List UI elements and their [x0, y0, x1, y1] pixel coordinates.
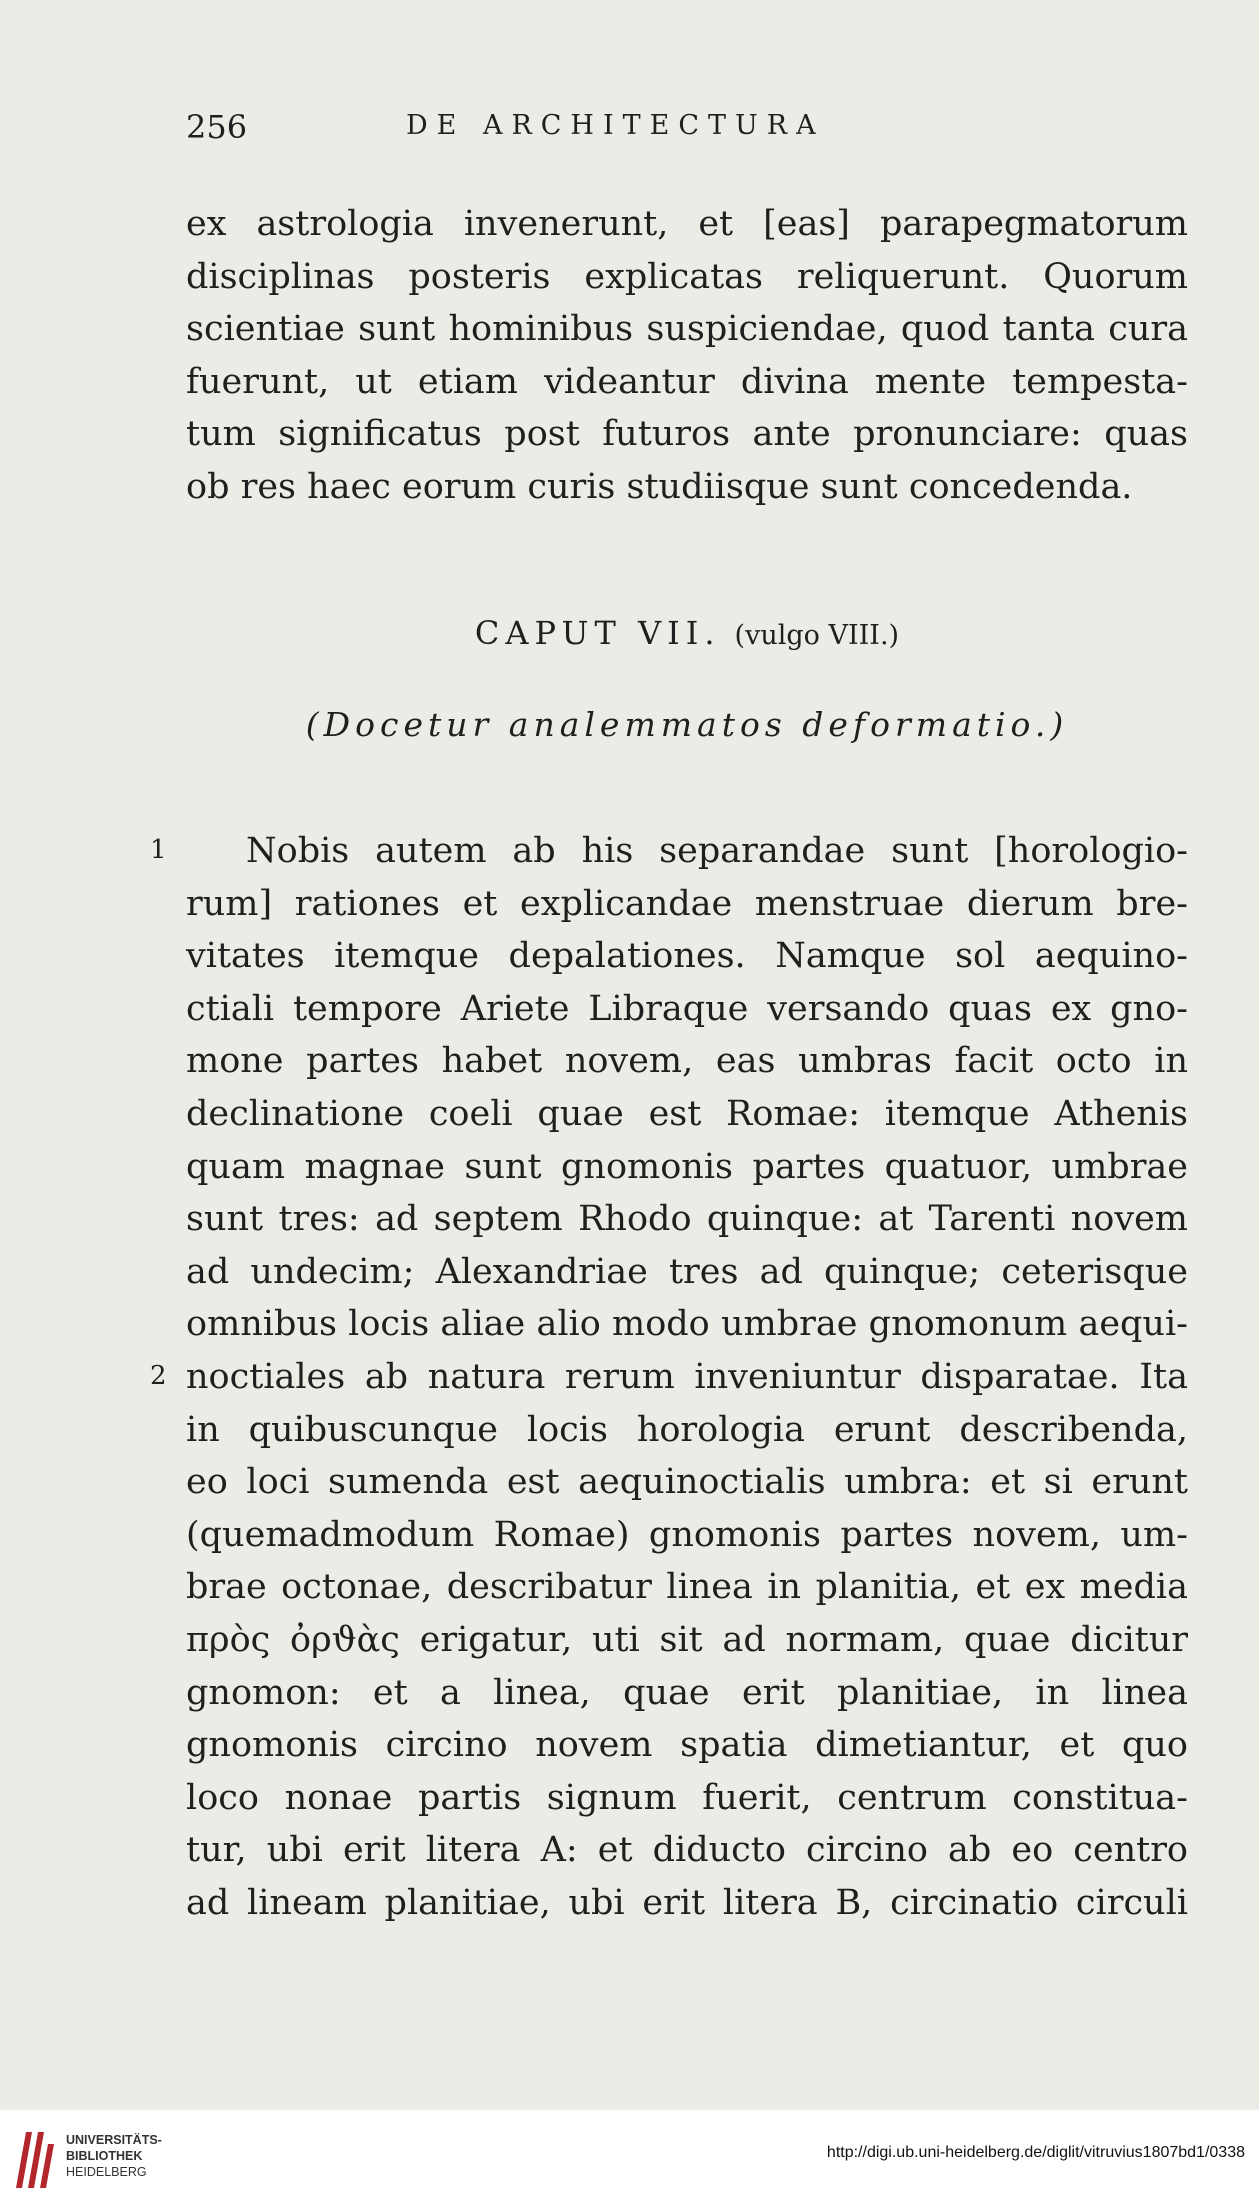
text-line: sunt tres: ad septem Rhodo quinque: at Tarenti novem: [186, 1199, 1188, 1240]
text-line: loco nonae partis signum fuerit, centrum constitua-: [186, 1777, 1188, 1818]
text-block-main: [186, 825, 1188, 1929]
text-line: brae octonae, describatur linea in planitia, et ex media: [186, 1567, 1188, 1608]
text-line: scientiae sunt hominibus suspiciendae, quod tanta cura: [186, 309, 1188, 350]
text-line: πρὸς ὀρϑὰς erigatur, uti sit ad normam, quae dicitur: [186, 1619, 1188, 1660]
text-line: vitates itemque depalationes. Namque sol aequino-: [186, 936, 1188, 977]
text-line: ad undecim; Alexandriae tres ad quinque; ceterisque: [186, 1251, 1188, 1292]
page-number: 256: [186, 108, 248, 146]
text-line: gnomonis circino novem spatia dimetiantur, et quo: [186, 1725, 1188, 1766]
text-line: (quemadmodum Romae) gnomonis partes novem, um-: [186, 1514, 1188, 1555]
text-line: mone partes habet novem, eas umbras facit octo in: [186, 1041, 1188, 1082]
logo-line: UNIVERSITÄTS-: [66, 2133, 162, 2147]
text-line: ctiali tempore Ariete Libraque versando quas ex gno-: [186, 988, 1188, 1029]
text-line: omnibus locis aliae alio modo umbrae gnomonum aequi-: [186, 1304, 1188, 1345]
logo-line: BIBLIOTHEK: [66, 2149, 143, 2163]
library-logo-text: [66, 2132, 162, 2180]
text-line: ex astrologia invenerunt, et [eas] parapegmatorum: [186, 204, 1188, 244]
chapter-title: CAPUT VII.: [474, 614, 721, 652]
text-line: rum] rationes et explicandae menstruae dierum bre-: [186, 883, 1188, 924]
text-line: eo loci sumenda est aequinoctialis umbra: et si erunt: [186, 1462, 1188, 1503]
text-line: gnomon: et a linea, quae erit planitiae, in linea: [186, 1672, 1188, 1713]
text-line: noctiales ab natura rerum inveniuntur disparatae. Ita: [186, 1356, 1188, 1397]
text-line: in quibuscunque locis horologia erunt describenda,: [186, 1409, 1188, 1450]
university-library-logo-icon: [12, 2124, 56, 2192]
chapter-subtitle: (Docetur analemmatos deformatio.): [305, 705, 1069, 744]
permalink-url[interactable]: http://digi.ub.uni-heidelberg.de/diglit/vitruvius1807bd1/0338: [826, 2144, 1245, 2161]
text-line: Nobis autem ab his separandae sunt [horologio-: [246, 831, 1188, 871]
text-line: disciplinas posteris explicatas reliquerunt. Quorum: [186, 256, 1188, 297]
text-line: ad lineam planitiae, ubi erit litera B, circinatio circuli: [186, 1882, 1188, 1923]
viewer-footer: [0, 2110, 1259, 2205]
text-line: tur, ubi erit litera A: et diducto circino ab eo centro: [186, 1830, 1188, 1871]
text-line: declinatione coeli quae est Romae: itemque Athenis: [186, 1093, 1188, 1134]
text-line: quam magnae sunt gnomonis partes quatuor, umbrae: [186, 1146, 1188, 1187]
page-header: [186, 108, 926, 148]
margin-paragraph-number: 1: [150, 835, 167, 865]
text-line: fuerunt, ut etiam videantur divina mente tempesta-: [186, 361, 1188, 402]
text-line: tum significatus post futuros ante pronunciare: quas: [186, 414, 1188, 455]
chapter-vulgo-note: (vulgo VIII.): [734, 620, 900, 651]
text-line: ob res haec eorum curis studiisque sunt concedenda.: [186, 466, 1133, 507]
running-title: DE ARCHITECTURA: [406, 110, 825, 141]
text-block-top: [186, 198, 1188, 514]
margin-paragraph-number: 2: [150, 1361, 167, 1391]
chapter-heading: [186, 614, 1188, 652]
logo-line: HEIDELBERG: [66, 2165, 147, 2179]
